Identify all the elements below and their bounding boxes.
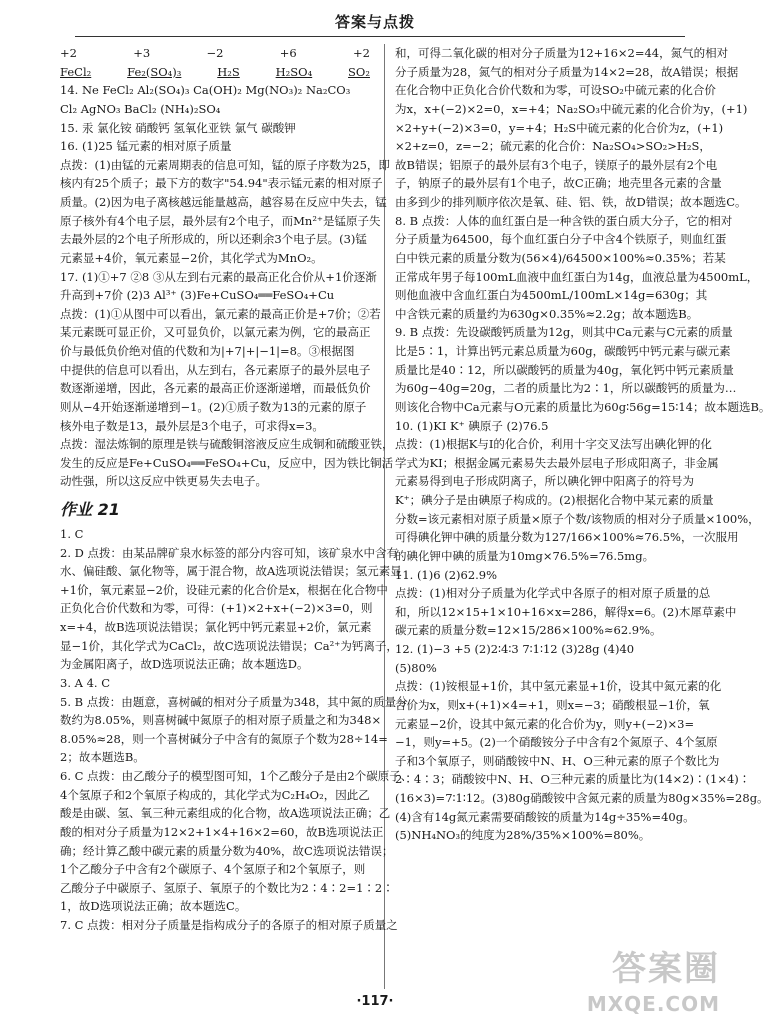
text-line: 正负化合价代数和为零，可得：(+1)×2+x+(−2)×3=0，则	[60, 601, 373, 616]
text-line: 元素易得到电子形成阴离子，所以碘化钾中阳离子的符号为	[395, 474, 694, 489]
text-line: 为60g−40g=20g，二者的质量比为2∶1，所以碳酸钙的质量为…	[395, 381, 737, 396]
formula: SO₂	[348, 64, 370, 79]
text-line: 在化合物中正负化合价代数和为零，可设SO₂中硫元素的化合价	[395, 83, 716, 98]
page-number: ·117·	[356, 993, 394, 1009]
text-line: 和，可得二氧化碳的相对分子质量为12+16×2=44，氮气的相对	[395, 46, 729, 60]
text-line: 价与最低负价绝对值的代数和为|+7|+|−1|=8。③根据图	[60, 344, 355, 358]
text-line: 16. (1)25 锰元素的相对原子质量	[60, 139, 232, 154]
text-line: +1价，氧元素显−2价，设硅元素的化合价是x，根据在化合物中	[60, 582, 388, 597]
formula: H₂S	[217, 64, 240, 79]
text-line: 1. C	[60, 526, 84, 541]
formula: Fe₂(SO₄)₃	[127, 64, 182, 79]
text-line: 子，钠原子的最外层有1个电子，故C正确；地壳里各元素的含量	[395, 176, 722, 191]
text-line: 质量比是40∶12，所以碳酸钙的质量为40g，氧化钙中钙元素质量	[395, 362, 734, 377]
text-line: 为x，x+(−2)×2=0，x=+4；Na₂SO₃中硫元素的化合价为y，(+1)	[395, 101, 748, 116]
formula-row	[60, 63, 370, 82]
text-line: 则从−4开始逐渐递增到−1。(2)①质子数为13的元素的原子	[60, 399, 367, 414]
text-line: 4个氢原子和2个氧原子构成的，其化学式为C₂H₄O₂，因此乙	[60, 787, 370, 802]
text-line: 分数=该元素相对原子质量×原子个数/该物质的相对分子质量×100%，	[395, 511, 760, 526]
text-line: 分子质量为28，氮气的相对分子质量为14×2=28，故A错误；根据	[395, 64, 739, 79]
header-rule	[75, 36, 685, 37]
text-line: −1，则y=+5。(2)一个硝酸铵分子中含有2个氮原子、4个氢原	[395, 735, 718, 750]
text-line: 合价为x，则x+(+1)×4=+1，则x=−3；硝酸根显−1价，氧	[395, 697, 710, 712]
text-line: 2∶4∶3；硝酸铵中N、H、O三种元素的质量比为(14×2)∶(1×4)∶	[395, 772, 751, 787]
valence: +3	[133, 46, 151, 60]
text-line: 点拨：(1)①从图中可以看出，氯元素的最高正价是+7价；②若	[60, 306, 381, 321]
text-line: 分子质量为64500，每个血红蛋白分子中含4个铁原子，则血红蛋	[395, 232, 727, 247]
text-line: 显−1价，其化学式为CaCl₂，故C选项说法错误；Ca²⁺为钙离子，	[60, 638, 398, 653]
text-line: 点拨：(1)根据K与I的化合价，利用十字交叉法写出碘化钾的化	[395, 437, 712, 452]
text-line: 酸的相对分子质量为12×2+1×4+16×2=60，故B选项说法正	[60, 824, 384, 839]
text-line: 为金属阳离子，故D选项说法正确；故本题选D。	[60, 657, 309, 672]
watermark-text: 答案圈	[612, 949, 720, 989]
text-line: (16×3)=7∶1∶12。(3)80g硝酸铵中含氮元素的质量为80g×35%=28g。	[395, 791, 769, 805]
text-line: 10. (1)KI K⁺ 碘原子 (2)76.5	[395, 418, 549, 433]
valence: −2	[206, 46, 224, 60]
text-line: (5)80%	[395, 660, 437, 675]
text-line: 17. (1)①+7 ②8 ③从左到右元素的最高正化合价从+1价逐渐	[60, 269, 377, 284]
text-line: ×2+z=0，z=−2；硫元素的化合价：Na₂SO₄>SO₂>H₂S，	[395, 139, 711, 154]
text-line: 由多到少的排列顺序依次是氧、硅、铝、铁，故D错误；故本题选C。	[395, 195, 747, 209]
watermark-url: MXQE.COM	[586, 991, 720, 1016]
text-line: 11. (1)6 (2)62.9%	[395, 567, 498, 582]
text-line: 元素显+4价，氧元素显−2价，其化学式为MnO₂。	[60, 250, 323, 265]
text-line: 数逐渐递增，因此，各元素的最高正价逐渐递增，而最低负价	[60, 381, 371, 396]
text-line: 则他血液中含血红蛋白为4500mL/100mL×14g=630g；其	[395, 288, 708, 303]
text-line: 8. B 点拨：人体的血红蛋白是一种含铁的蛋白质大分子，它的相对	[395, 213, 733, 228]
left-text-block	[60, 81, 392, 491]
text-line: 质量。(2)因为电子离核越远能量越高，越容易在反应中失去，锰	[60, 195, 387, 209]
text-line: 学式为KI；根据金属元素易失去最外层电子形成阳离子，非金属	[395, 455, 719, 470]
text-line: 点拨：(1)由锰的元素周期表的信息可知，锰的原子序数为25，即	[60, 157, 390, 172]
text-line: 酸是由碳、氢、氧三种元素组成的化合物，故A选项说法正确；乙	[60, 806, 391, 821]
text-line: 6. C 点拨：由乙酸分子的模型图可知，1个乙酸分子是由2个碳原子、	[60, 769, 413, 784]
right-column	[395, 44, 770, 845]
text-line: 14. Ne FeCl₂ Al₂(SO₄)₃ Ca(OH)₂ Mg(NO₃)₂ Na₂CO₃	[60, 83, 351, 98]
text-line: Cl₂ AgNO₃ BaCl₂ (NH₄)₂SO₄	[60, 101, 221, 116]
text-line: 升高到+7价 (2)3 Al³⁺ (3)Fe+CuSO₄══FeSO₄+Cu	[60, 288, 335, 303]
text-line: 去最外层的2个电子所形成的，所以还剩余3个电子层。(3)锰	[60, 232, 367, 247]
text-line: 碳元素的质量分数=12×15/286×100%≈62.9%。	[395, 623, 662, 638]
text-line: 数约为8.05%，则喜树碱中氮原子的相对原子质量之和为348×	[60, 713, 382, 728]
text-line: 1，故D选项说法正确；故本题选C。	[60, 899, 247, 914]
watermark-logo	[564, 949, 724, 1020]
text-line: x=+4，故B选项说法错误；氯化钙中钙元素显+2价，氯元素	[60, 620, 372, 635]
page-header	[0, 0, 750, 40]
text-line: 动性强，所以这反应中铁更易失去电子。	[60, 474, 267, 489]
text-line: 2；故本题选B。	[60, 750, 145, 765]
text-line: 点拨：湿法炼铜的原理是铁与硫酸铜溶液反应生成铜和硫酸亚铁，	[60, 437, 394, 452]
text-line: 7. C 点拨：相对分子质量是指构成分子的各原子的相对原子质量之	[60, 918, 398, 933]
text-line: 白中铁元素的质量分数为(56×4)/64500×100%≈0.35%；若某	[395, 250, 726, 265]
right-text-block	[395, 44, 770, 845]
text-line: K⁺；碘分子是由碘原子构成的。(2)根据化合物中某元素的质量	[395, 493, 714, 507]
text-line: 9. B 点拨：先设碳酸钙质量为12g，则其中Ca元素与C元素的质量	[395, 325, 733, 340]
text-line: 2. D 点拨：由某品牌矿泉水标签的部分内容可知，该矿泉水中含有	[60, 545, 399, 560]
text-line: 中含铁元素的质量约为630g×0.35%≈2.2g；故本题选B。	[395, 306, 699, 321]
homework-text-block	[60, 525, 413, 935]
text-line: 1个乙酸分子中含有2个碳原子、4个氢原子和2个氧原子，则	[60, 862, 366, 877]
text-line: 15. 汞 氯化铵 硝酸钙 氢氧化亚铁 氯气 碳酸钾	[60, 120, 296, 135]
text-line: ×2+y+(−2)×3=0，y=+4；H₂S中硫元素的化合价为z，(+1)	[395, 120, 724, 135]
text-line: 和，所以12×15+1×10+16×x=286，解得x=6。(2)木犀草素中	[395, 604, 737, 619]
text-line: 水、偏硅酸、氯化物等，属于混合物，故A选项说法错误；氢元素显	[60, 564, 402, 579]
text-line: 3. A 4. C	[60, 675, 111, 690]
text-line: 故B错误；铝原子的最外层有3个电子，镁原子的最外层有2个电	[395, 157, 718, 172]
valence: +2	[60, 46, 77, 60]
homework-title: 作业 21	[60, 500, 120, 519]
text-line: (4)含有14g氮元素需要硝酸铵的质量为14g÷35%=40g。	[395, 809, 695, 824]
text-line: 点拨：(1)相对分子质量为化学式中各原子的相对原子质量的总	[395, 586, 711, 601]
text-line: 则该化合物中Ca元素与O元素的质量比为60g∶56g=15∶14；故本题选B。	[395, 399, 770, 414]
formula: FeCl₂	[60, 64, 92, 79]
formula: H₂SO₄	[275, 64, 313, 79]
text-line: 可得碘化钾中碘的质量分数为127/166×100%≈76.5%，一次服用	[395, 530, 739, 545]
text-line: 8.05%≈28，则一个喜树碱分子中含有的氮原子个数为28÷14=	[60, 731, 388, 746]
text-line: 元素显−2价，设其中氮元素的化合价为y，则y+(−2)×3=	[395, 716, 695, 731]
text-line: 乙酸分子中碳原子、氢原子、氧原子的个数比为2∶4∶2=1∶2∶	[60, 880, 394, 895]
text-line: (5)NH₄NO₃的纯度为28%/35%×100%=80%。	[395, 828, 651, 843]
text-line: 正常成年男子每100mL血液中血红蛋白为14g，血液总量为4500mL，	[395, 269, 759, 284]
text-line: 核外电子数是13，最外层是3个电子，可求得x=3。	[60, 418, 324, 433]
text-line: 确；经计算乙酸中碳元素的质量分数为40%，故C选项说法错误；	[60, 843, 394, 858]
text-line: 比是5∶1，计算出钙元素总质量为60g，碳酸钙中钙元素与碳元素	[395, 344, 731, 358]
text-line: 核内有25个质子；最下方的数字"54.94"表示锰元素的相对原子	[60, 176, 383, 191]
text-line: 中提供的信息可以看出，从左到右，各元素原子的最外层电子	[60, 362, 371, 377]
text-line: 点拨：(1)铵根显+1价，其中氢元素显+1价，设其中氮元素的化	[395, 679, 722, 694]
valence-row	[60, 44, 370, 63]
text-line: 原子核外有4个电子层，最外层有2个电子，而Mn²⁺是锰原子失	[60, 213, 381, 228]
left-column	[60, 44, 413, 935]
text-line: 发生的反应是Fe+CuSO₄══FeSO₄+Cu，反应中，因为铁比铜活	[60, 455, 394, 470]
valence: +6	[279, 46, 297, 60]
page-title: 答案与点拨	[334, 13, 415, 31]
text-line: 某元素既可显正价，又可显负价，以氯元素为例，它的最高正	[60, 325, 371, 340]
valence: +2	[353, 46, 370, 60]
text-line: 12. (1)−3 +5 (2)2∶4∶3 7∶1∶12 (3)28g (4)40	[395, 642, 635, 656]
text-line: 的碘化钾中碘的质量为10mg×76.5%=76.5mg。	[395, 548, 655, 563]
text-line: 子和3个氧原子，则硝酸铵中N、H、O三种元素的原子个数比为	[395, 753, 720, 768]
text-line: 5. B 点拨：由题意，喜树碱的相对分子质量为348，其中氮的质量分	[60, 694, 408, 709]
